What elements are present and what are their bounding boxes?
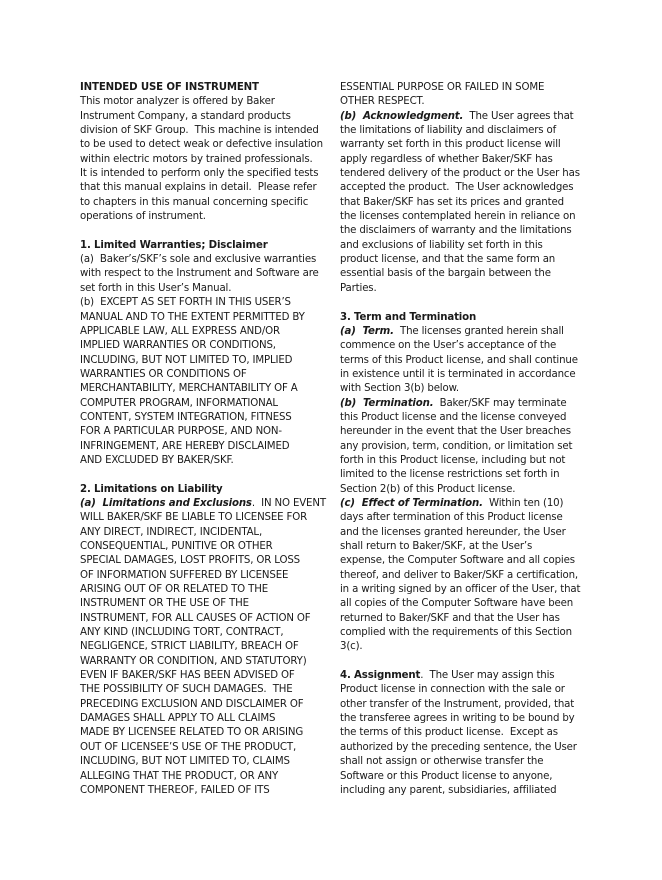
text-line <box>80 368 315 382</box>
heading-label: INTENDED USE OF INSTRUMENT <box>80 82 259 93</box>
line-text: CONTENT, SYSTEM INTEGRATION, FITNESS <box>80 411 292 423</box>
line-text: in a writing signed by an officer of the User, that <box>340 584 581 596</box>
line-text: operations of instrument. <box>80 211 206 223</box>
section-heading <box>80 483 315 497</box>
heading-label: 1. Limited Warranties; Disclaimer <box>80 239 268 251</box>
line-text: the limitations of liability and disclaimers of <box>340 125 557 137</box>
line-text: ARISING OUT OF OR RELATED TO THE <box>80 584 269 596</box>
line-text: ESSENTIAL PURPOSE OR FAILED IN SOME <box>340 82 545 93</box>
text-line <box>80 712 315 726</box>
line-text: CONSEQUENTIAL, PUNITIVE OR OTHER <box>80 541 273 552</box>
text-line <box>340 569 579 583</box>
line-text: with respect to the Instrument and Software are <box>80 268 319 280</box>
line-text: forth in this Product license, including but not <box>340 454 566 466</box>
text-line <box>80 411 315 425</box>
line-text: Within ten (10) <box>482 497 564 509</box>
text-line <box>340 425 575 439</box>
text-line <box>340 640 575 654</box>
right-text-column <box>340 81 581 798</box>
text-line <box>340 741 575 755</box>
text-line <box>80 224 315 238</box>
text-line <box>340 770 575 784</box>
text-line <box>340 138 575 152</box>
text-line <box>340 626 575 640</box>
text-line <box>80 511 315 525</box>
heading-label: 3. Term and Termination <box>340 311 477 323</box>
text-line <box>340 110 575 124</box>
text-line <box>80 540 315 554</box>
text-line <box>340 669 575 683</box>
text-line <box>340 354 578 368</box>
line-text: Baker/SKF may terminate <box>433 397 567 409</box>
text-line <box>80 583 315 597</box>
text-line <box>340 181 575 195</box>
text-line <box>340 698 575 712</box>
text-line <box>80 181 315 195</box>
text-line <box>340 454 575 468</box>
line-text: this Product license and the license conveyed <box>340 411 567 423</box>
line-text: Section 2(b) of this Product license. <box>340 483 516 495</box>
line-text: in existence until it is terminated in accordance <box>340 368 576 380</box>
line-text: FOR A PARTICULAR PURPOSE, AND NON- <box>80 426 282 438</box>
line-text: product license, and that the same form an <box>340 254 556 266</box>
subsection-label: (b) Termination. <box>340 397 434 409</box>
line-text: any provision, term, condition, or limitation set <box>340 440 573 452</box>
text-line <box>340 712 575 726</box>
line-text: limited to the license restrictions set forth in <box>340 469 560 481</box>
text-line <box>80 741 315 755</box>
line-text: (b) EXCEPT AS SET FORTH IN THIS USER’S <box>80 297 291 309</box>
line-text: division of SKF Group. This machine is intended <box>80 125 319 137</box>
text-line <box>80 354 315 368</box>
line-text: The User agrees that <box>463 110 574 122</box>
line-text: INCLUDING, BUT NOT LIMITED TO, CLAIMS <box>80 756 290 768</box>
text-line <box>340 583 581 597</box>
text-line <box>80 683 315 697</box>
line-text: INCLUDING, BUT NOT LIMITED TO, IMPLIED <box>80 354 293 366</box>
text-line <box>80 698 315 712</box>
text-line <box>80 124 319 138</box>
line-text: warranty set forth in this product license will <box>340 139 561 151</box>
text-line <box>340 597 575 611</box>
heading-label: 4. Assignment <box>340 670 421 682</box>
text-line <box>340 267 575 281</box>
text-line <box>340 282 575 296</box>
line-text: . The User may assign this <box>420 670 555 682</box>
line-text: Parties. <box>340 282 377 294</box>
text-line <box>80 554 315 568</box>
text-line <box>80 339 315 353</box>
text-line <box>340 382 575 396</box>
text-line <box>80 770 315 784</box>
text-line <box>340 554 575 568</box>
text-line <box>80 669 315 683</box>
heading-label: 2. Limitations on Liability <box>80 483 223 495</box>
line-text: that this manual explains in detail. Please refer <box>80 182 317 194</box>
line-text: essential basis of the bargain between the <box>340 268 551 280</box>
line-text: OTHER RESPECT. <box>340 96 425 108</box>
line-text: shall not assign or otherwise transfer the <box>340 756 544 768</box>
line-text: INFRINGEMENT, ARE HEREBY DISCLAIMED <box>80 440 290 452</box>
text-line <box>80 440 315 454</box>
line-text: SPECIAL DAMAGES, LOST PROFITS, OR LOSS <box>80 555 300 567</box>
text-line <box>340 325 575 339</box>
line-text: IMPLIED WARRANTIES OR CONDITIONS, <box>80 340 276 352</box>
line-text: complied with the requirements of this Section <box>340 627 572 639</box>
text-line <box>340 540 575 554</box>
text-line <box>80 397 315 411</box>
subsection-label: (b) Acknowledgment. <box>340 110 464 122</box>
line-text: days after termination of this Product license <box>340 512 563 524</box>
line-text: set forth in this User’s Manual. <box>80 282 232 294</box>
text-line <box>80 468 315 482</box>
text-line <box>80 526 315 540</box>
line-text: MADE BY LICENSEE RELATED TO OR ARISING <box>80 727 304 739</box>
text-line <box>80 425 315 439</box>
line-text: APPLICABLE LAW, ALL EXPRESS AND/OR <box>80 325 280 337</box>
line-text: INSTRUMENT, FOR ALL CAUSES OF ACTION OF <box>80 612 311 624</box>
section-heading <box>340 311 575 325</box>
section-heading <box>80 81 315 95</box>
line-text: other transfer of the Instrument, provided, that <box>340 698 575 710</box>
line-text: and exclusions of liability set forth in this <box>340 239 543 251</box>
line-text: with Section 3(b) below. <box>340 383 459 395</box>
line-text: apply regardless of whether Baker/SKF has <box>340 153 553 165</box>
line-text: the terms of this product license. Except as <box>340 727 558 739</box>
text-line <box>80 655 315 669</box>
line-text: AND EXCLUDED BY BAKER/SKF. <box>80 454 234 466</box>
text-line <box>340 784 575 798</box>
section-heading <box>80 239 315 253</box>
text-line <box>340 167 580 181</box>
line-text: THE POSSIBILITY OF SUCH DAMAGES. THE <box>80 684 293 696</box>
text-line <box>80 569 315 583</box>
text-line <box>80 210 315 224</box>
text-line <box>80 196 315 210</box>
line-text: OF INFORMATION SUFFERED BY LICENSEE <box>80 569 289 581</box>
line-text: shall return to Baker/SKF, at the User’s <box>340 541 533 552</box>
line-text: The licenses granted herein shall <box>393 325 564 337</box>
text-line <box>340 612 575 626</box>
text-line <box>340 253 575 267</box>
text-line <box>340 153 575 167</box>
line-text: to be used to detect weak or defective insulation <box>80 139 323 151</box>
line-text: ALLEGING THAT THE PRODUCT, OR ANY <box>80 770 279 782</box>
text-line <box>80 95 315 109</box>
text-line <box>80 454 315 468</box>
subsection-label: (a) Limitations and Exclusions <box>80 497 252 509</box>
line-text: NEGLIGENCE, STRICT LIABILITY, BREACH OF <box>80 641 299 653</box>
line-text: expense, the Computer Software and all copies <box>340 555 575 567</box>
text-line <box>340 497 575 511</box>
text-line <box>80 382 315 396</box>
text-line <box>340 239 575 253</box>
text-line <box>340 726 575 740</box>
line-text: that Baker/SKF has set its prices and granted <box>340 196 564 208</box>
left-text-column <box>80 81 326 798</box>
line-text: MANUAL AND TO THE EXTENT PERMITTED BY <box>80 311 305 323</box>
text-line <box>80 626 315 640</box>
line-text: WARRANTY OR CONDITION, AND STATUTORY) <box>80 655 307 667</box>
line-text: Product license in connection with the sale or <box>340 684 565 696</box>
text-line <box>340 526 575 540</box>
line-text: commence on the User’s acceptance of the <box>340 340 557 352</box>
text-line <box>80 138 323 152</box>
text-line <box>340 468 575 482</box>
line-text: OUT OF LICENSEE’S USE OF THE PRODUCT, <box>80 741 297 753</box>
line-text: terms of this Product license, and shall continue <box>340 354 578 366</box>
line-text: the disclaimers of warranty and the limitations <box>340 225 572 237</box>
text-line <box>340 411 575 425</box>
text-line <box>340 196 575 210</box>
subsection-label: (c) Effect of Termination. <box>340 497 483 509</box>
line-text: including any parent, subsidiaries, affiliated <box>340 784 557 796</box>
text-line <box>340 210 575 224</box>
text-line <box>80 612 315 626</box>
text-line <box>340 224 575 238</box>
line-text: ANY KIND (INCLUDING TORT, CONTRACT, <box>80 627 284 639</box>
line-text: . IN NO EVENT <box>251 497 326 509</box>
text-line <box>340 397 575 411</box>
text-line <box>80 640 315 654</box>
text-line <box>340 296 575 310</box>
line-text: This motor analyzer is offered by Baker <box>80 96 275 108</box>
line-text: COMPONENT THEREOF, FAILED OF ITS <box>80 784 270 796</box>
line-text: (a) Baker’s/SKF’s sole and exclusive warranties <box>80 254 317 266</box>
text-line <box>80 110 315 124</box>
line-text: Software or this Product license to anyone, <box>340 770 553 782</box>
line-text: to chapters in this manual concerning specific <box>80 196 309 208</box>
line-text: COMPUTER PROGRAM, INFORMATIONAL <box>80 397 278 409</box>
text-line <box>340 81 575 95</box>
line-text: ANY DIRECT, INDIRECT, INCIDENTAL, <box>80 526 263 538</box>
text-line <box>340 124 575 138</box>
text-line <box>340 655 575 669</box>
text-line <box>340 483 575 497</box>
text-line <box>80 153 315 167</box>
line-text: all copies of the Computer Software have been <box>340 598 574 610</box>
text-line <box>80 497 326 511</box>
text-line <box>80 267 319 281</box>
line-text: and the licenses granted hereunder, the User <box>340 526 566 538</box>
line-text: the transferee agrees in writing to be bound by <box>340 713 575 725</box>
text-line <box>80 726 315 740</box>
text-line <box>340 95 575 109</box>
text-line <box>80 325 315 339</box>
text-line <box>340 683 575 697</box>
text-line <box>80 597 315 611</box>
line-text: DAMAGES SHALL APPLY TO ALL CLAIMS <box>80 713 276 725</box>
line-text: WARRANTIES OR CONDITIONS OF <box>80 368 247 380</box>
text-line <box>80 755 315 769</box>
line-text: authorized by the preceding sentence, the User <box>340 741 577 753</box>
line-text: MERCHANTABILITY, MERCHANTABILITY OF A <box>80 383 298 395</box>
line-text: WILL BAKER/SKF BE LIABLE TO LICENSEE FOR <box>80 512 308 524</box>
line-text: 3(c). <box>340 641 363 653</box>
line-text: It is intended to perform only the specified tests <box>80 168 319 180</box>
text-line <box>80 311 315 325</box>
text-line <box>340 339 575 353</box>
text-line <box>80 253 315 267</box>
text-line <box>340 440 575 454</box>
text-line <box>80 784 315 798</box>
line-text: PRECEDING EXCLUSION AND DISCLAIMER OF <box>80 698 304 710</box>
text-line <box>80 296 315 310</box>
text-line <box>340 755 575 769</box>
line-text: returned to Baker/SKF and that the User has <box>340 612 560 624</box>
line-text: the licenses contemplated herein in reliance on <box>340 211 576 223</box>
line-text: INSTRUMENT OR THE USE OF THE <box>80 598 249 610</box>
line-text: hereunder in the event that the User breaches <box>340 426 571 438</box>
line-text: Instrument Company, a standard products <box>80 110 291 122</box>
line-text: tendered delivery of the product or the User has <box>340 168 580 180</box>
line-text: accepted the product. The User acknowledges <box>340 182 574 194</box>
text-line <box>340 368 575 382</box>
subsection-label: (a) Term. <box>340 325 394 337</box>
line-text: within electric motors by trained professionals. <box>80 153 313 165</box>
text-line <box>80 282 315 296</box>
line-text: EVEN IF BAKER/SKF HAS BEEN ADVISED OF <box>80 670 295 682</box>
line-text: thereof, and deliver to Baker/SKF a certification, <box>340 569 579 581</box>
text-line <box>80 167 319 181</box>
text-line <box>340 511 575 525</box>
